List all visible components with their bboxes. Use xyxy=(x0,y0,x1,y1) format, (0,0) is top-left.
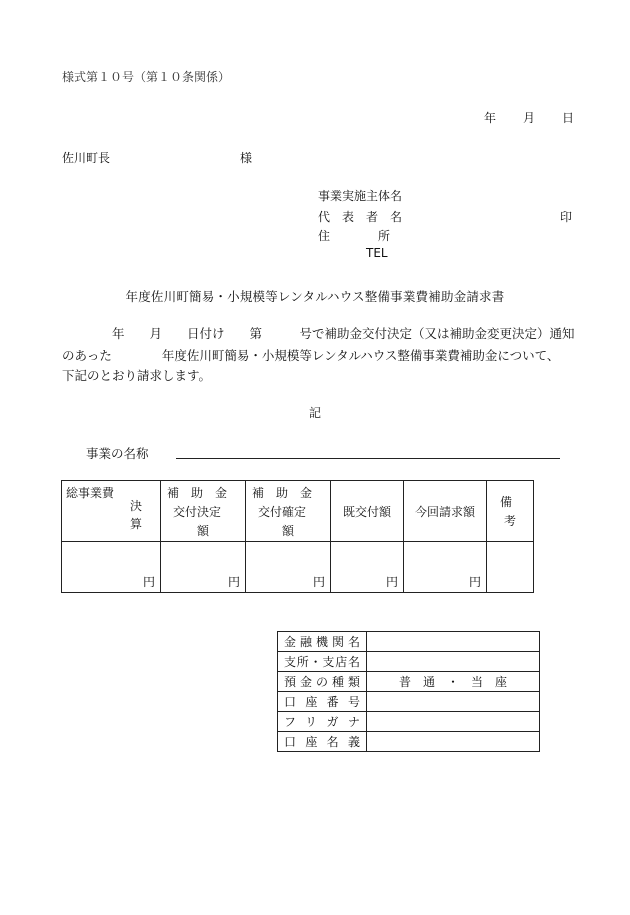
account-number-field[interactable] xyxy=(367,692,540,712)
yen-unit: 円 xyxy=(227,575,240,589)
header-remarks: 備 考 xyxy=(487,481,534,542)
bank-row xyxy=(278,652,540,672)
header-request-amount: 今回請求額 xyxy=(404,481,487,542)
body-line-3: 下記のとおり請求します。 xyxy=(62,368,212,383)
account-holder-field[interactable] xyxy=(367,732,540,752)
date-year-label: 年 xyxy=(484,111,497,125)
bank-row xyxy=(278,672,540,692)
addressee-name: 佐川町長 xyxy=(62,151,111,165)
body-line-1: 年 月 日付け 第 号で補助金交付決定（又は補助金変更決定）通知 xyxy=(112,326,575,341)
body-line-2: のあった 年度佐川町簡易・小規模等レンタルハウス整備事業費補助金について、 xyxy=(62,348,560,363)
project-name-label: 事業の名称 xyxy=(86,446,149,461)
date-month-label: 月 xyxy=(523,111,536,125)
bank-row-label: 口座名義 xyxy=(278,732,367,752)
bank-row xyxy=(278,692,540,712)
project-name-field[interactable] xyxy=(176,458,560,459)
header-decision-amount: 補 助 金 交付決定 額 xyxy=(161,481,246,542)
header-total-cost: 総事業費 決 算 xyxy=(62,481,161,542)
bank-row-label: 金融機関名 xyxy=(278,632,367,652)
furigana-field[interactable] xyxy=(367,712,540,732)
bank-row-label: 預金の種類 xyxy=(278,672,367,692)
bank-table xyxy=(277,631,540,752)
document-title: 年度佐川町簡易・小規模等レンタルハウス整備事業費補助金請求書 xyxy=(125,289,505,304)
value-request-amount[interactable] xyxy=(404,542,487,593)
value-paid-amount[interactable] xyxy=(331,542,404,593)
value-decision-amount[interactable] xyxy=(161,542,246,593)
applicant-rep-label: 代 表 者 名 xyxy=(318,210,403,224)
applicant-org-label: 事業実施主体名 xyxy=(318,189,403,203)
bank-row-label: フリガナ xyxy=(278,712,367,732)
yen-unit: 円 xyxy=(312,575,325,589)
date-day-label: 日 xyxy=(562,111,575,125)
bank-row-label: 口座番号 xyxy=(278,692,367,712)
amount-table xyxy=(61,480,534,593)
value-remarks[interactable] xyxy=(487,542,534,593)
header-confirmed-amount: 補 助 金 交付確定 額 xyxy=(246,481,331,542)
value-confirmed-amount[interactable] xyxy=(246,542,331,593)
header-paid-amount: 既交付額 xyxy=(331,481,404,542)
deposit-type-field[interactable]: 普 通 ・ 当 座 xyxy=(367,672,540,692)
bank-name-field[interactable] xyxy=(367,632,540,652)
bank-row-label: 支所・支店名 xyxy=(278,652,367,672)
bank-row xyxy=(278,732,540,752)
bank-row xyxy=(278,632,540,652)
branch-name-field[interactable] xyxy=(367,652,540,672)
applicant-address-label: 住 所 xyxy=(318,229,391,243)
seal-mark: 印 xyxy=(560,210,573,224)
bank-row xyxy=(278,712,540,732)
yen-unit: 円 xyxy=(142,575,155,589)
yen-unit: 円 xyxy=(468,575,481,589)
applicant-tel-label: TEL xyxy=(366,246,388,260)
value-total-cost[interactable] xyxy=(62,542,161,593)
addressee-honorific: 様 xyxy=(240,151,253,165)
ki-marker: 記 xyxy=(308,406,321,420)
yen-unit: 円 xyxy=(385,575,398,589)
form-number: 様式第１０号（第１０条関係） xyxy=(62,70,231,84)
